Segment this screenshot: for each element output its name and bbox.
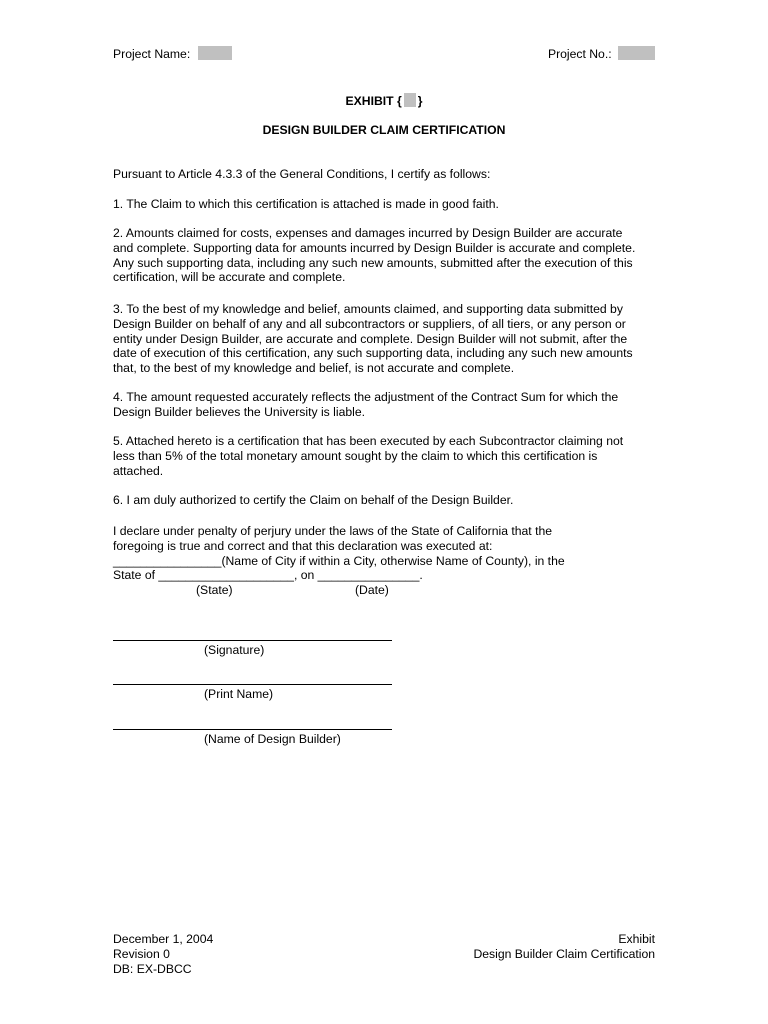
item-2-line: 2. Amounts claimed for costs, expenses and damages incurred by Design Builder are accurate	[113, 226, 623, 240]
footer-date: December 1, 2004	[113, 932, 214, 946]
project-no-field[interactable]	[618, 46, 655, 60]
item-2	[113, 226, 658, 285]
design-builder-caption: (Name of Design Builder)	[204, 732, 341, 746]
item-3-line: 3. To the best of my knowledge and belief, amounts claimed, and supporting data submitted by	[113, 302, 623, 316]
footer-exhibit: Exhibit	[618, 932, 655, 946]
declaration-line: State of ____________________, on _______________.	[113, 568, 423, 583]
item-5-line: 5. Attached hereto is a certification that has been executed by each Subcontractor claiming not	[113, 434, 624, 448]
exhibit-prefix: EXHIBIT {	[345, 94, 402, 108]
date-caption: (Date)	[355, 583, 389, 597]
item-4-line: 4. The amount requested accurately reflects the adjustment of the Contract Sum for which the	[113, 390, 619, 404]
footer-doc-title: Design Builder Claim Certification	[473, 947, 655, 961]
declaration-line: I declare under penalty of perjury under the laws of the State of California that the	[113, 524, 553, 538]
item-3-line: Design Builder on behalf of any and all subcontractors or suppliers, of all tiers, or any person or	[113, 316, 626, 331]
footer-right	[473, 932, 655, 962]
intro-paragraph: Pursuant to Article 4.3.3 of the General Conditions, I certify as follows:	[113, 167, 491, 181]
footer-doc-code: DB: EX-DBCC	[113, 962, 192, 976]
item-6-line: 6. I am duly authorized to certify the Claim on behalf of the Design Builder.	[113, 493, 514, 507]
project-name-field[interactable]	[198, 46, 232, 60]
item-3-line: entity under Design Builder, are accurate and complete. Design Builder will not submit, after the	[113, 331, 628, 346]
item-1	[113, 197, 658, 212]
item-1-line: 1. The Claim to which this certification is attached is made in good faith.	[113, 197, 499, 211]
document-heading: DESIGN BUILDER CLAIM CERTIFICATION	[262, 123, 506, 137]
item-3-line: that, to the best of my knowledge and belief, is not accurate and complete.	[113, 361, 515, 376]
item-2-line: and complete. Supporting data for amounts incurred by Design Builder is accurate and complete.	[113, 240, 636, 255]
state-caption: (State)	[196, 583, 233, 597]
item-4	[113, 390, 658, 420]
project-name-row	[113, 46, 232, 61]
exhibit-number-field[interactable]	[404, 93, 416, 107]
declaration	[113, 524, 658, 583]
signature-caption: (Signature)	[204, 643, 265, 657]
project-name-label: Project Name:	[113, 47, 191, 61]
exhibit-suffix: }	[417, 94, 423, 108]
print-name-caption: (Print Name)	[204, 687, 274, 701]
item-2-line: certification, will be accurate and complete.	[113, 270, 346, 285]
project-no-label: Project No.:	[547, 47, 612, 61]
exhibit-title	[0, 93, 768, 108]
footer-revision: Revision 0	[113, 947, 170, 961]
item-5-line: attached.	[113, 463, 164, 478]
item-3	[113, 302, 658, 376]
project-no-row	[548, 46, 655, 61]
declaration-line: foregoing is true and correct and that this declaration was executed at:	[113, 538, 493, 553]
declaration-line: ________________(Name of City if within a City, otherwise Name of County), in the	[113, 553, 565, 568]
design-builder-name-line[interactable]	[113, 729, 392, 730]
item-6	[113, 493, 658, 508]
item-5-line: less than 5% of the total monetary amount sought by the claim to which this certification is	[113, 448, 598, 463]
item-3-line: date of execution of this certification, any such supporting data, including any such new amounts	[113, 346, 633, 361]
footer-left	[113, 932, 213, 977]
item-4-line: Design Builder believes the University is liable.	[113, 404, 365, 419]
signature-line[interactable]	[113, 640, 392, 641]
item-2-line: Any such supporting data, including any such new amounts, submitted after the execution of this	[113, 255, 633, 270]
item-5	[113, 434, 658, 478]
print-name-line[interactable]	[113, 684, 392, 685]
